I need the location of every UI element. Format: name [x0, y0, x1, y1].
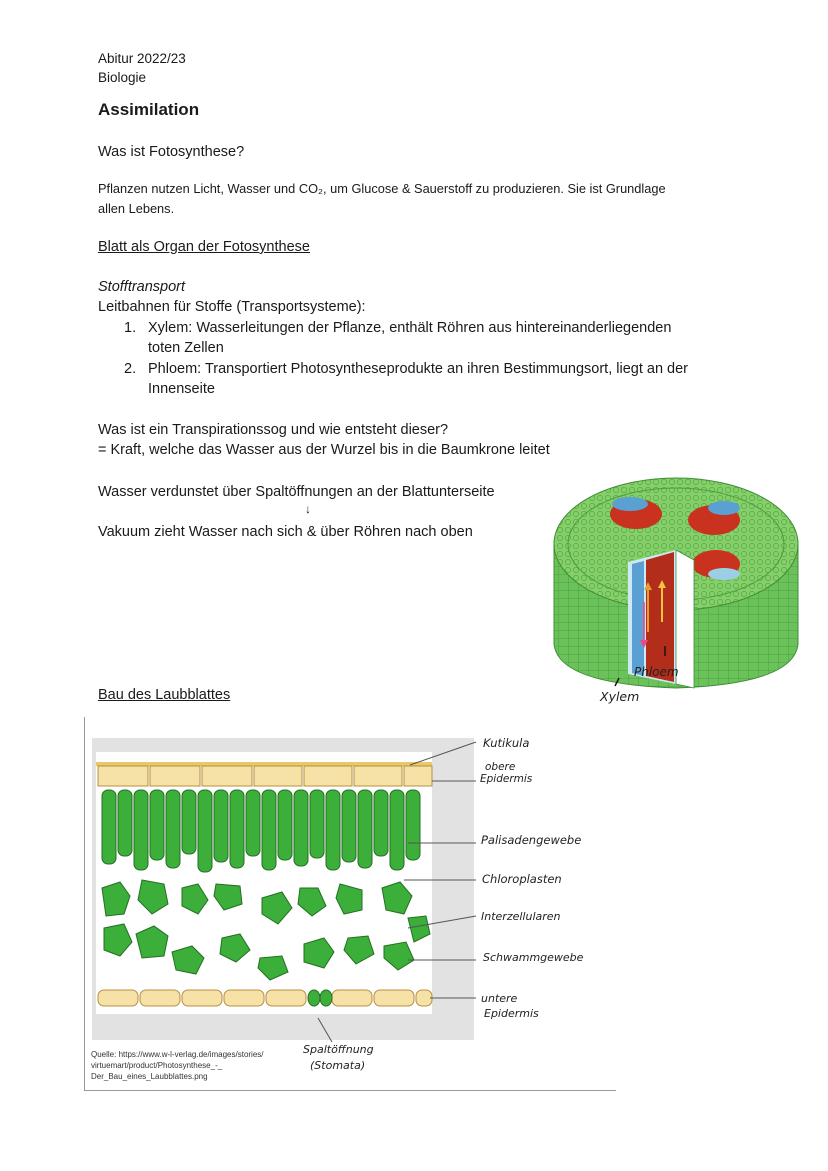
label-interzellularen: Interzellularen [481, 910, 561, 923]
label-obere: obere [485, 761, 516, 773]
list-number: 2. [124, 361, 137, 377]
source-line: virtuemart/product/Photosynthese_-_ [91, 1061, 223, 1070]
label-palisadengewebe: Palisadengewebe [481, 833, 582, 847]
list-number: 1. [124, 320, 137, 336]
page-title: Assimilation [98, 100, 200, 119]
label-stomata: (Stomata) [310, 1059, 366, 1072]
list-item-text-cont: toten Zellen [148, 340, 224, 356]
label-phloem: Phloem [634, 665, 679, 679]
flow-step-1: Wasser verdunstet über Spaltöffnungen an der Blattunterseite [98, 484, 495, 500]
label-untere: untere [481, 992, 518, 1005]
question-fotosynthese: Was ist Fotosynthese? [98, 144, 245, 160]
section-heading-laubblatt: Bau des Laubblattes [98, 687, 231, 703]
subheading-stofftransport: Stofftransport [98, 279, 186, 295]
source-line: Der_Bau_eines_Laubblattes.png [91, 1072, 208, 1081]
header-year: Abitur 2022/23 [98, 51, 186, 66]
flow-step-2: Vakuum zieht Wasser nach sich & über Röhren nach oben [98, 524, 473, 540]
label-schwammgewebe: Schwammgewebe [483, 951, 584, 964]
question-transpirationssog: Was ist ein Transpirationssog und wie entsteht dieser? [98, 422, 449, 438]
header-subject: Biologie [98, 70, 147, 85]
leitbahnen-text: Leitbahnen für Stoffe (Transportsysteme): [98, 299, 366, 315]
source-line: Quelle: https://www.w-l-verlag.de/images/stories/ [91, 1050, 264, 1059]
answer-fotosynthese-line2: allen Lebens. [98, 201, 175, 216]
answer-transpirationssog: = Kraft, welche das Wasser aus der Wurzel bis in die Baumkrone leitet [98, 442, 550, 458]
list-item-text-cont: Innenseite [148, 381, 215, 397]
label-xylem: Xylem [600, 689, 640, 704]
label-spaltoeffnung: Spaltöffnung [303, 1043, 374, 1056]
label-kutikula: Kutikula [483, 736, 530, 750]
label-untere-epidermis: Epidermis [484, 1007, 539, 1020]
source-citation [91, 1049, 264, 1082]
flow-arrow-icon: ↓ [305, 502, 311, 516]
list-item-text: Phloem: Transportiert Photosyntheseprodukte an ihren Bestimmungsort, liegt an der [148, 361, 689, 377]
label-chloroplasten: Chloroplasten [482, 872, 562, 886]
answer-fotosynthese-line1: Pflanzen nutzen Licht, Wasser und CO₂, um Glucose & Sauerstoff zu produzieren. Sie ist Grundlage [98, 181, 666, 196]
label-obere-epidermis: Epidermis [480, 773, 533, 785]
list-item-text: Xylem: Wasserleitungen der Pflanze, enthält Röhren aus hintereinanderliegenden [148, 320, 672, 336]
section-heading-blatt: Blatt als Organ der Fotosynthese [98, 239, 310, 255]
